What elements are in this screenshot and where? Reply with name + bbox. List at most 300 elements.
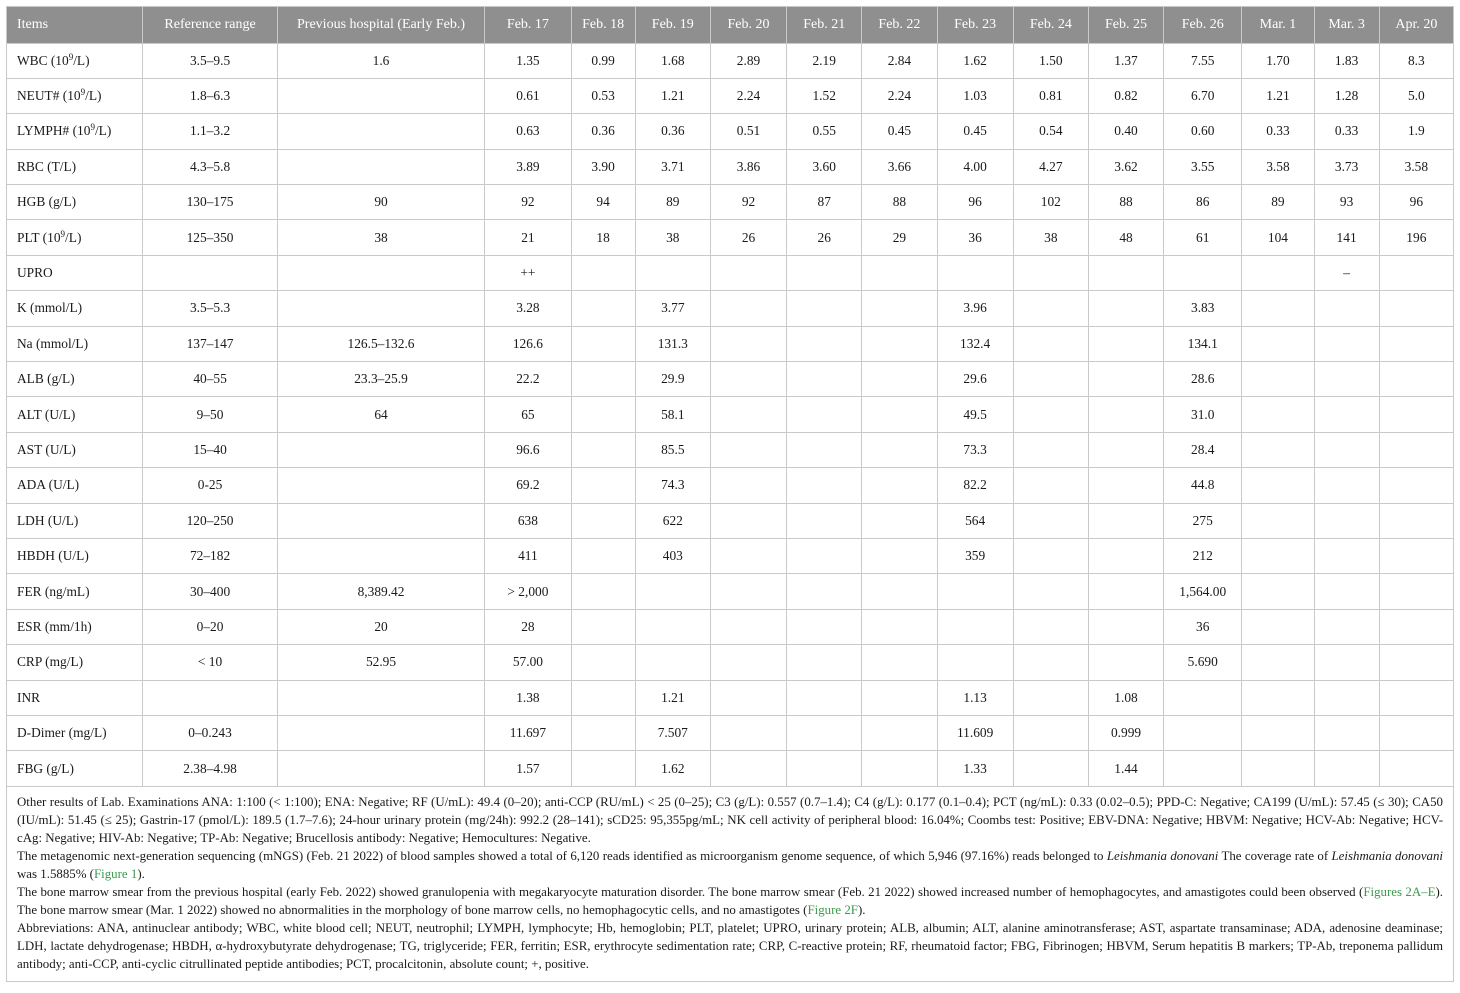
value-cell [862, 255, 937, 290]
value-cell [571, 574, 635, 609]
value-cell: 104 [1242, 220, 1314, 255]
other-results-note: Other results of Lab. Examinations ANA: 1:100 (< 1:100); ENA: Negative; RF (U/mL): 49.4 (0–20); anti-CCP (RU/mL) < 25 (0–25); C3 (g/L): 0.557 (0.7–1.4); C4 (g/L): 0.177 (0.1–0.4); PCT (ng/mL): 0.33 (0.02–0.5); PPD-C: Negative; CA199 (U/mL): 57.45 (≤ 30); CA50 (IU/mL): 51.45 (≤ 25); Gastrin-17 (pmol/L): 189.5 (1.7–7.6); 24-hour urinary protein (mg/24h): 992.2 (28–141); sCD25: 95,355pg/mL; NK cell activity of peripheral blood: 16.04%; Coombs test: Positive; EBV-DNA: Negative; HBVM: Negative; HCV-Ab: Negative; HCV-cAg: Negative; HIV-Ab: Negative; TP-Ab: Negative; Brucellosis antibody: Negative; Hemocultures: Negative. [17, 794, 1443, 845]
value-cell: 92 [485, 185, 571, 220]
value-cell: 0.99 [571, 43, 635, 78]
value-cell [787, 751, 862, 786]
value-cell [710, 468, 786, 503]
value-cell [862, 609, 937, 644]
value-cell: 23.3–25.9 [277, 362, 485, 397]
value-cell [1088, 432, 1163, 467]
value-cell [1088, 397, 1163, 432]
value-cell [710, 574, 786, 609]
item-name: Na (mmol/L) [17, 335, 89, 351]
lab-results-figure [6, 6, 1454, 982]
value-cell [1314, 751, 1379, 786]
column-header: Mar. 1 [1242, 7, 1314, 44]
value-cell: 2.19 [787, 43, 862, 78]
value-cell: 28 [485, 609, 571, 644]
item-name: FBG (g/L) [17, 760, 74, 776]
mngs-note [17, 847, 1443, 883]
value-cell: 0.33 [1242, 114, 1314, 149]
unit-exponent: 9 [68, 51, 74, 62]
value-cell: 1.21 [635, 78, 710, 113]
value-cell: 29.9 [635, 362, 710, 397]
value-cell: 131.3 [635, 326, 710, 361]
value-cell [571, 609, 635, 644]
item-name: HGB (g/L) [17, 194, 77, 210]
value-cell: 96 [937, 185, 1013, 220]
value-cell: 3.28 [485, 291, 571, 326]
value-cell [1242, 362, 1314, 397]
value-cell: 622 [635, 503, 710, 538]
value-cell: 141 [1314, 220, 1379, 255]
value-cell [862, 538, 937, 573]
value-cell [1314, 503, 1379, 538]
value-cell [1314, 362, 1379, 397]
item-name-cell [7, 291, 143, 326]
value-cell [1088, 609, 1163, 644]
value-cell [710, 326, 786, 361]
value-cell [862, 291, 937, 326]
table-row [7, 220, 1454, 255]
value-cell [787, 680, 862, 715]
value-cell: 40–55 [143, 362, 277, 397]
figure-1-link[interactable]: Figure 1 [93, 866, 138, 881]
value-cell: 1.03 [937, 78, 1013, 113]
value-cell: 85.5 [635, 432, 710, 467]
value-cell [862, 503, 937, 538]
value-cell [937, 645, 1013, 680]
value-cell: 87 [787, 185, 862, 220]
value-cell [277, 538, 485, 573]
column-header: Mar. 3 [1314, 7, 1379, 44]
value-cell [937, 255, 1013, 290]
value-cell: 359 [937, 538, 1013, 573]
value-cell: 1.68 [635, 43, 710, 78]
value-cell: 1.21 [1242, 78, 1314, 113]
item-name-cell [7, 645, 143, 680]
value-cell: – [1314, 255, 1379, 290]
value-cell [277, 78, 485, 113]
value-cell: 638 [485, 503, 571, 538]
value-cell: 15–40 [143, 432, 277, 467]
table-row [7, 255, 1454, 290]
table-row [7, 291, 1454, 326]
value-cell [1013, 255, 1088, 290]
value-cell [710, 751, 786, 786]
value-cell [1314, 609, 1379, 644]
column-header: Feb. 22 [862, 7, 937, 44]
value-cell: 90 [277, 185, 485, 220]
item-name-cell [7, 538, 143, 573]
value-cell: 0.61 [485, 78, 571, 113]
value-cell [787, 468, 862, 503]
value-cell: 72–182 [143, 538, 277, 573]
value-cell: > 2,000 [485, 574, 571, 609]
value-cell: 3.5–9.5 [143, 43, 277, 78]
item-unit: /L) [94, 123, 112, 139]
value-cell [787, 362, 862, 397]
table-row [7, 114, 1454, 149]
lab-results-table [6, 6, 1454, 787]
item-name-cell [7, 362, 143, 397]
item-name-cell [7, 78, 143, 113]
value-cell: 0.63 [485, 114, 571, 149]
value-cell [937, 574, 1013, 609]
value-cell: 2.38–4.98 [143, 751, 277, 786]
value-cell: 38 [1013, 220, 1088, 255]
value-cell [787, 574, 862, 609]
value-cell: 58.1 [635, 397, 710, 432]
value-cell: 1.62 [635, 751, 710, 786]
value-cell: 3.55 [1164, 149, 1242, 184]
value-cell [862, 397, 937, 432]
value-cell [1379, 538, 1453, 573]
item-name: ALT (U/L) [17, 406, 76, 422]
value-cell: 102 [1013, 185, 1088, 220]
table-row [7, 326, 1454, 361]
value-cell: 0.60 [1164, 114, 1242, 149]
item-name: LYMPH# (10 [17, 123, 91, 139]
value-cell: 4.3–5.8 [143, 149, 277, 184]
table-row [7, 78, 1454, 113]
value-cell: 3.60 [787, 149, 862, 184]
value-cell: 0.45 [937, 114, 1013, 149]
value-cell [571, 503, 635, 538]
value-cell: 2.89 [710, 43, 786, 78]
value-cell: 3.58 [1242, 149, 1314, 184]
value-cell [571, 291, 635, 326]
value-cell: 48 [1088, 220, 1163, 255]
value-cell [1314, 680, 1379, 715]
value-cell [1013, 432, 1088, 467]
value-cell [1314, 538, 1379, 573]
value-cell [1013, 645, 1088, 680]
value-cell [571, 680, 635, 715]
value-cell [710, 645, 786, 680]
value-cell: 31.0 [1164, 397, 1242, 432]
item-name-cell [7, 397, 143, 432]
item-name: WBC (10 [17, 52, 69, 68]
value-cell [787, 432, 862, 467]
item-name-cell [7, 149, 143, 184]
value-cell [635, 574, 710, 609]
value-cell [1379, 680, 1453, 715]
value-cell [787, 255, 862, 290]
item-name-cell [7, 432, 143, 467]
table-body [7, 43, 1454, 786]
value-cell [710, 538, 786, 573]
value-cell [862, 645, 937, 680]
value-cell [1013, 538, 1088, 573]
value-cell [1242, 255, 1314, 290]
value-cell: 1.83 [1314, 43, 1379, 78]
value-cell: 49.5 [937, 397, 1013, 432]
value-cell: 0.36 [635, 114, 710, 149]
value-cell: 137–147 [143, 326, 277, 361]
value-cell [1379, 255, 1453, 290]
item-name: AST (U/L) [17, 441, 76, 457]
value-cell: 11.697 [485, 715, 571, 750]
value-cell: 3.62 [1088, 149, 1163, 184]
value-cell [1013, 680, 1088, 715]
value-cell [1013, 468, 1088, 503]
table-row [7, 185, 1454, 220]
item-name-cell [7, 255, 143, 290]
value-cell [1314, 574, 1379, 609]
value-cell: 3.86 [710, 149, 786, 184]
value-cell: 29 [862, 220, 937, 255]
value-cell: 36 [1164, 609, 1242, 644]
value-cell: 126.6 [485, 326, 571, 361]
value-cell: 1.13 [937, 680, 1013, 715]
item-unit: /L) [65, 229, 82, 245]
value-cell [277, 114, 485, 149]
value-cell [787, 503, 862, 538]
value-cell [787, 326, 862, 361]
value-cell [1088, 538, 1163, 573]
value-cell [1379, 751, 1453, 786]
value-cell: 1.6 [277, 43, 485, 78]
value-cell: 0.40 [1088, 114, 1163, 149]
unit-exponent: 9 [80, 87, 86, 98]
mngs-text-d: ). [137, 866, 145, 881]
value-cell [862, 326, 937, 361]
mngs-text-b: The coverage rate of [1218, 848, 1332, 863]
value-cell: 6.70 [1164, 78, 1242, 113]
value-cell: 1.37 [1088, 43, 1163, 78]
value-cell: 3.83 [1164, 291, 1242, 326]
table-row [7, 362, 1454, 397]
value-cell [862, 574, 937, 609]
value-cell [710, 503, 786, 538]
value-cell: 88 [862, 185, 937, 220]
item-name-cell [7, 114, 143, 149]
value-cell: 0.999 [1088, 715, 1163, 750]
value-cell: 1.57 [485, 751, 571, 786]
value-cell [143, 255, 277, 290]
value-cell: 1.9 [1379, 114, 1453, 149]
value-cell [277, 680, 485, 715]
unit-exponent: 9 [60, 228, 66, 239]
value-cell [635, 645, 710, 680]
item-name-cell [7, 715, 143, 750]
value-cell: 69.2 [485, 468, 571, 503]
value-cell [937, 609, 1013, 644]
item-name: UPRO [17, 265, 53, 281]
item-name-cell [7, 468, 143, 503]
item-name: FER (ng/mL) [17, 583, 90, 599]
value-cell [710, 680, 786, 715]
header-row [7, 7, 1454, 44]
item-name: RBC (T/L) [17, 158, 77, 174]
value-cell [1314, 291, 1379, 326]
value-cell [277, 432, 485, 467]
item-name: HBDH (U/L) [17, 548, 89, 564]
value-cell [1013, 326, 1088, 361]
value-cell [1242, 326, 1314, 361]
value-cell [862, 362, 937, 397]
item-name: CRP (mg/L) [17, 654, 84, 670]
value-cell: 132.4 [937, 326, 1013, 361]
value-cell [1242, 715, 1314, 750]
value-cell: 0–0.243 [143, 715, 277, 750]
item-name-cell [7, 43, 143, 78]
value-cell [1088, 326, 1163, 361]
value-cell [1013, 715, 1088, 750]
item-unit: /L) [85, 88, 102, 104]
value-cell: 26 [710, 220, 786, 255]
value-cell [1242, 538, 1314, 573]
value-cell [1013, 291, 1088, 326]
value-cell: 88 [1088, 185, 1163, 220]
value-cell [1242, 397, 1314, 432]
column-header: Feb. 17 [485, 7, 571, 44]
value-cell: 57.00 [485, 645, 571, 680]
value-cell: 3.5–5.3 [143, 291, 277, 326]
value-cell [1242, 751, 1314, 786]
column-header: Feb. 21 [787, 7, 862, 44]
item-name: ESR (mm/1h) [17, 618, 92, 634]
value-cell: ++ [485, 255, 571, 290]
item-name: PLT (10 [17, 229, 61, 245]
value-cell [571, 751, 635, 786]
item-name: K (mmol/L) [17, 300, 83, 316]
value-cell [277, 149, 485, 184]
value-cell: 0.45 [862, 114, 937, 149]
bone-marrow-note [17, 883, 1443, 919]
value-cell [787, 645, 862, 680]
value-cell [1242, 468, 1314, 503]
value-cell: 0.53 [571, 78, 635, 113]
table-row [7, 432, 1454, 467]
species-name: Leishmania donovani [1331, 848, 1444, 863]
value-cell: 96 [1379, 185, 1453, 220]
value-cell: 0.55 [787, 114, 862, 149]
value-cell [862, 715, 937, 750]
value-cell [1164, 680, 1242, 715]
value-cell [787, 609, 862, 644]
value-cell [1314, 397, 1379, 432]
column-header: Feb. 19 [635, 7, 710, 44]
value-cell: 1.62 [937, 43, 1013, 78]
value-cell: 7.55 [1164, 43, 1242, 78]
value-cell [862, 468, 937, 503]
value-cell [277, 291, 485, 326]
value-cell [571, 432, 635, 467]
item-name: ALB (g/L) [17, 371, 75, 387]
value-cell [787, 538, 862, 573]
value-cell [787, 715, 862, 750]
mngs-text-c: was 1.5885% ( [17, 866, 94, 881]
value-cell: 1.21 [635, 680, 710, 715]
item-name-cell [7, 185, 143, 220]
value-cell: 3.58 [1379, 149, 1453, 184]
value-cell [571, 326, 635, 361]
value-cell [1379, 291, 1453, 326]
value-cell: 564 [937, 503, 1013, 538]
table-row [7, 645, 1454, 680]
value-cell: 89 [635, 185, 710, 220]
value-cell: 2.24 [710, 78, 786, 113]
item-name-cell [7, 503, 143, 538]
value-cell: 18 [571, 220, 635, 255]
value-cell: 1.33 [937, 751, 1013, 786]
figure-2a-e-link[interactable]: Figures 2A–E [1363, 884, 1436, 899]
item-name: INR [17, 689, 41, 705]
value-cell [710, 255, 786, 290]
value-cell: 120–250 [143, 503, 277, 538]
value-cell [571, 468, 635, 503]
abbreviations-note: Abbreviations: ANA, antinuclear antibody; WBC, white blood cell; NEUT, neutrophil; LYMPH, lymphocyte; Hb, hemoglobin; PLT, platelet; UPRO, urinary protein; ALB, albumin; ALT, alanine aminotransferase; AST, aspartate transaminase; ADA, adenosine deaminase; LDH, lactate dehydrogenase; HBDH, α-hydroxybutyrate dehydrogenase; TG, triglyceride; FER, ferritin; ESR, erythrocyte sedimentation rate; CRP, C-reactive protein; RF, rheumatoid factor; FBG, Fibrinogen; HBVM, Serum hepatitis B markers; TP-Ab, treponema pallidum antibody; anti-CCP, anti-cyclic citrullinated peptide antibodies; PCT, procalcitonin, absolute count; +, positive. [17, 920, 1443, 971]
table-row [7, 468, 1454, 503]
value-cell [1088, 574, 1163, 609]
value-cell: 0-25 [143, 468, 277, 503]
value-cell [571, 397, 635, 432]
column-header: Feb. 23 [937, 7, 1013, 44]
value-cell [1013, 751, 1088, 786]
value-cell: 126.5–132.6 [277, 326, 485, 361]
value-cell: 3.73 [1314, 149, 1379, 184]
item-name: NEUT# (10 [17, 88, 81, 104]
value-cell: 1.8–6.3 [143, 78, 277, 113]
value-cell [710, 362, 786, 397]
item-name: D-Dimer (mg/L) [17, 725, 107, 741]
value-cell: 92 [710, 185, 786, 220]
marrow-text-c: ). [857, 902, 866, 917]
value-cell: 3.96 [937, 291, 1013, 326]
value-cell [143, 680, 277, 715]
value-cell: 0.36 [571, 114, 635, 149]
value-cell: 26 [787, 220, 862, 255]
value-cell [635, 255, 710, 290]
marrow-text-b: ). The bone marrow smear (Mar. 1 2022) showed no abnormalities in the morphology of bone marrow cells, no hemophagocytic cells, and no amastigotes ( [17, 884, 1443, 917]
value-cell: 275 [1164, 503, 1242, 538]
value-cell [1242, 503, 1314, 538]
value-cell: 93 [1314, 185, 1379, 220]
item-name-cell [7, 574, 143, 609]
value-cell [862, 432, 937, 467]
value-cell: 30–400 [143, 574, 277, 609]
value-cell: 1,564.00 [1164, 574, 1242, 609]
value-cell [1379, 397, 1453, 432]
item-name-cell [7, 220, 143, 255]
value-cell: 2.84 [862, 43, 937, 78]
column-header: Reference range [143, 7, 277, 44]
value-cell: 8.3 [1379, 43, 1453, 78]
value-cell [710, 432, 786, 467]
value-cell: 196 [1379, 220, 1453, 255]
value-cell: 4.00 [937, 149, 1013, 184]
value-cell [1379, 326, 1453, 361]
value-cell [1088, 362, 1163, 397]
value-cell: 44.8 [1164, 468, 1242, 503]
value-cell: 1.08 [1088, 680, 1163, 715]
item-unit: /L) [73, 52, 90, 68]
marrow-text-a: The bone marrow smear from the previous hospital (early Feb. 2022) showed granulopenia with megakaryocyte maturation disorder. The bone marrow smear (Feb. 21 2022) showed increased number of hemophagocytes, and amastigotes could been observed ( [17, 884, 1364, 899]
table-row [7, 538, 1454, 573]
value-cell: 3.66 [862, 149, 937, 184]
value-cell [1242, 432, 1314, 467]
column-header: Feb. 26 [1164, 7, 1242, 44]
value-cell [1379, 468, 1453, 503]
figure-2f-link[interactable]: Figure 2F [807, 902, 858, 917]
value-cell [1164, 715, 1242, 750]
value-cell [1088, 291, 1163, 326]
table-row [7, 149, 1454, 184]
value-cell [571, 362, 635, 397]
value-cell [277, 503, 485, 538]
